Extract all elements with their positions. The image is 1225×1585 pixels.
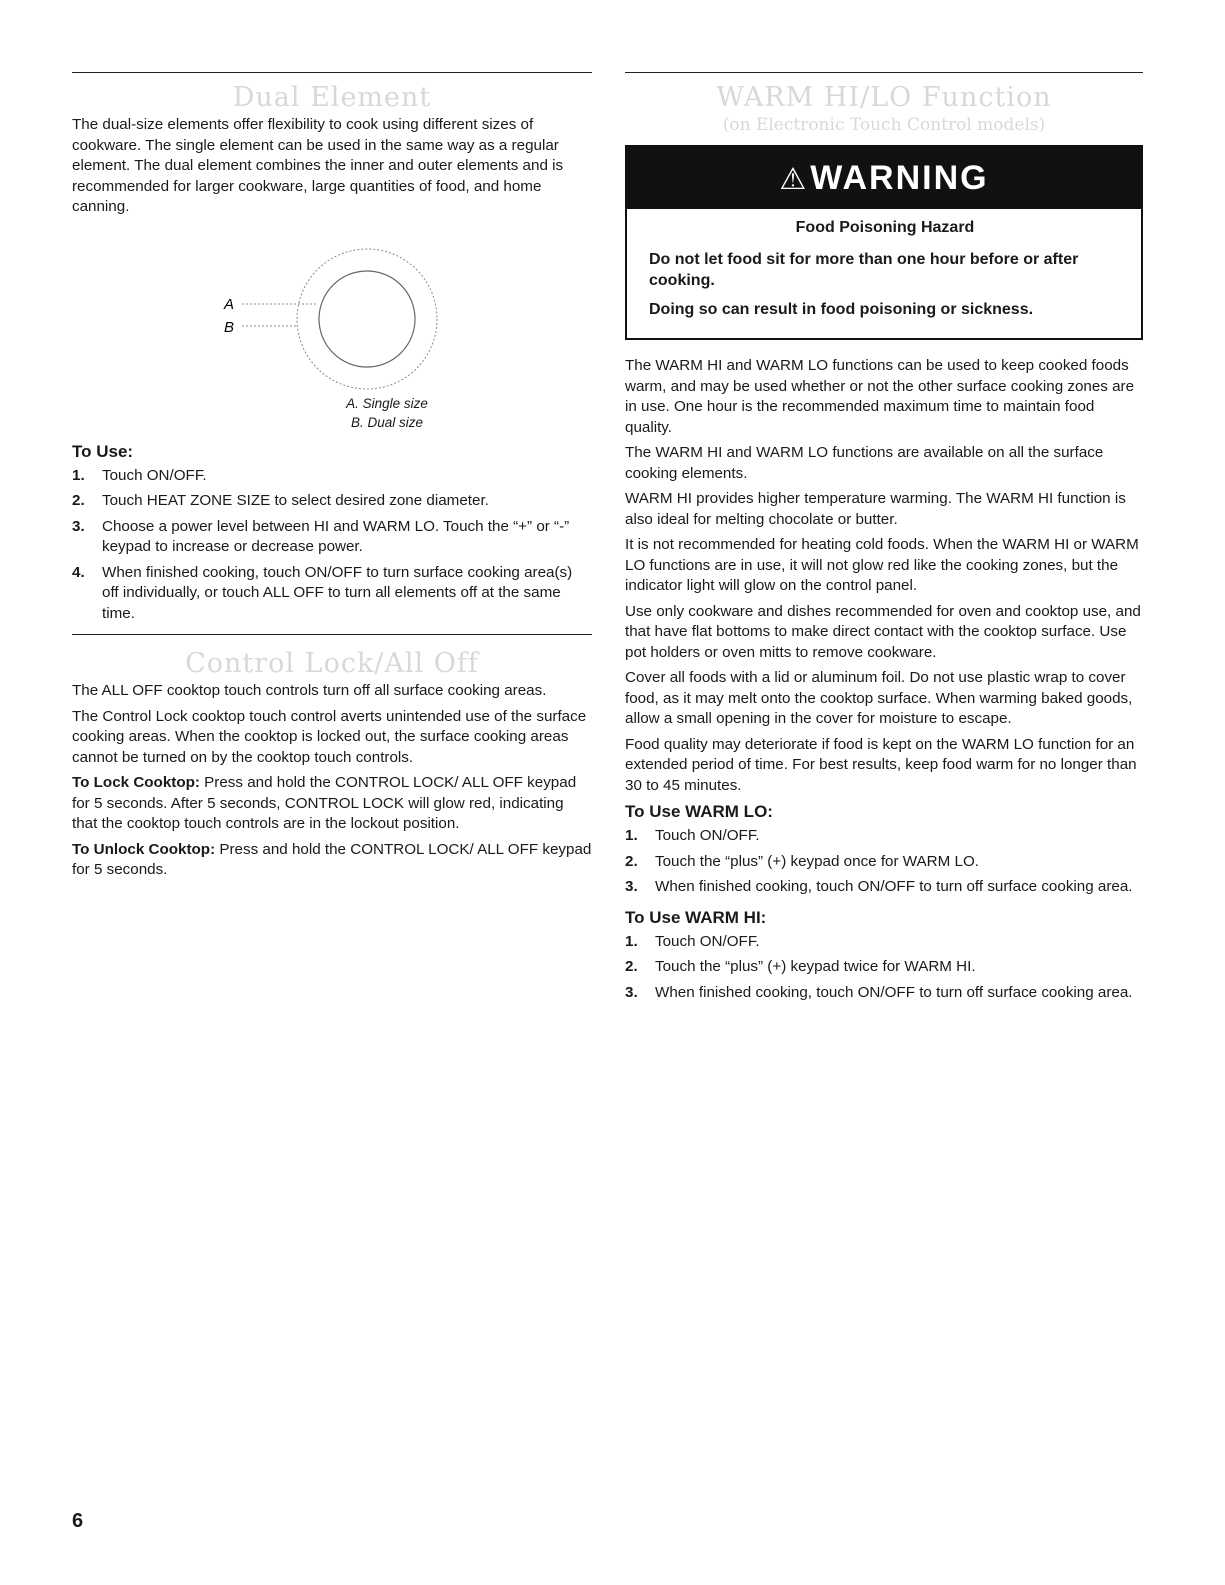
dual-intro: The dual-size elements offer flexibility to cook using different sizes of cookware. The single element can be used in the same way as a regular element. The dual element combines the inner and outer elements and is recommended for larger cookware, large quantities of food, and home canning. (72, 116, 564, 215)
page-number: 6 (72, 1510, 84, 1532)
warm-lo-heading: To Use WARM LO: (625, 802, 773, 821)
diagram-label-a: A (224, 295, 235, 313)
warm-paragraph: WARM HI provides higher temperature warming. The WARM HI function is also ideal for melting chocolate or butter. (625, 490, 1126, 528)
lock-instructions: To Lock Cooktop: Press and hold the CONTROL LOCK/ ALL OFF keypad for 5 seconds. After 5 seconds, CONTROL LOCK will glow red, indicating that the cooktop touch controls are in the lockout position. (72, 774, 577, 832)
list-item: 2. Touch HEAT ZONE SIZE to select desired zone diameter. (72, 492, 489, 509)
list-item: 2. Touch the “plus” (+) keypad twice for WARM HI. (625, 958, 976, 975)
unlock-instructions: To Unlock Cooktop: Press and hold the CONTROL LOCK/ ALL OFF keypad for 5 seconds. (72, 840, 592, 878)
warning-body (627, 209, 1141, 338)
dual-steps-list (72, 466, 592, 625)
warning-title: Food Poisoning Hazard (795, 219, 975, 236)
list-item: 3. When finished cooking, touch ON/OFF to turn off surface cooking area. (625, 983, 1133, 1001)
list-item: 3. When finished cooking, touch ON/OFF to turn off surface cooking area. (625, 878, 1133, 895)
caption-single-size: A. Single size (346, 395, 428, 411)
lock-paragraph-2: The Control Lock cooktop touch control averts unintended use of the surface cooking areas. When the cooktop is locked out, the surface cooking areas cannot be turned on by the cooktop touch controls. (72, 707, 587, 766)
section-title-warm-hi-lo: WARM HI/LO Function (716, 82, 1052, 113)
left-column (72, 72, 592, 886)
warning-triangle-icon: ⚠ (779, 163, 809, 196)
dual-element-diagram (72, 234, 592, 394)
warning-line-2: Doing so can result in food poisoning or sickness. (649, 301, 1034, 318)
warm-paragraph: Food quality may deteriorate if food is kept on the WARM LO function for an extended period of time. For best results, keep food warm for no longer than 30 to 45 minutes. (625, 735, 1137, 794)
list-item: 3. Choose a power level between HI and WARM LO. Touch the “+” or “-” keypad to increase or decrease power. (72, 517, 570, 555)
caption-dual-size: B. Dual size (350, 414, 424, 430)
list-item: 1. Touch ON/OFF. (625, 827, 760, 844)
inner-element-circle (319, 271, 415, 367)
section-title-control-lock: Control Lock/All Off (185, 648, 479, 679)
list-item: 2. Touch the “plus” (+) keypad once for WARM LO. (625, 852, 979, 870)
section-subtitle: (on Electronic Touch Control models) (722, 115, 1046, 135)
warm-lo-steps (625, 826, 1143, 898)
warm-hi-steps (625, 932, 1143, 1004)
warning-line-1: Do not let food sit for more than one hour before or after cooking. (649, 251, 1079, 289)
lock-paragraph-1: The ALL OFF cooktop touch controls turn off all surface cooking areas. (72, 682, 547, 699)
top-rule (625, 72, 1143, 73)
list-item: 4. When finished cooking, touch ON/OFF to turn surface cooking area(s) off individually, or touch ALL OFF to turn all elements off at the same time. (72, 563, 573, 622)
top-rule (72, 72, 592, 73)
to-use-heading: To Use: (72, 441, 134, 461)
warm-paragraph: Use only cookware and dishes recommended for oven and cooktop use, and that have flat bottoms to make direct contact with the cooktop surface. Use pot holders or oven mitts to remove cookware. (625, 602, 1141, 661)
section-title-dual-element: Dual Element (232, 82, 432, 113)
right-column (625, 72, 1143, 1013)
diagram-label-b: B (224, 318, 235, 336)
warm-hi-heading: To Use WARM HI: (625, 907, 767, 927)
warning-header: ⚠WARNING (627, 147, 1141, 209)
dual-element-figure (72, 234, 592, 394)
list-item: 1. Touch ON/OFF. (625, 932, 760, 950)
warm-paragraph: The WARM HI and WARM LO functions are available on all the surface cooking elements. (625, 444, 1104, 482)
diagram-caption (182, 394, 592, 432)
section-rule (72, 634, 592, 635)
list-item: 1. Touch ON/OFF. (72, 466, 207, 484)
warning-box (625, 145, 1143, 340)
outer-element-circle (297, 249, 437, 389)
warm-paragraph: Cover all foods with a lid or aluminum foil. Do not use plastic wrap to cover food, as it may melt onto the cooktop surface. When warming baked goods, allow a small opening in the cover for moisture to escape. (625, 669, 1133, 727)
warm-paragraph: The WARM HI and WARM LO functions can be used to keep cooked foods warm, and may be used whether or not the other surface cooking zones are in use. One hour is the recommended maximum time to maintain food quality. (625, 357, 1135, 436)
warm-paragraph: It is not recommended for heating cold foods. When the WARM HI or WARM LO functions are in use, it will not glow red like the cooking zones, but the indicator light will glow on the control panel. (625, 536, 1139, 594)
